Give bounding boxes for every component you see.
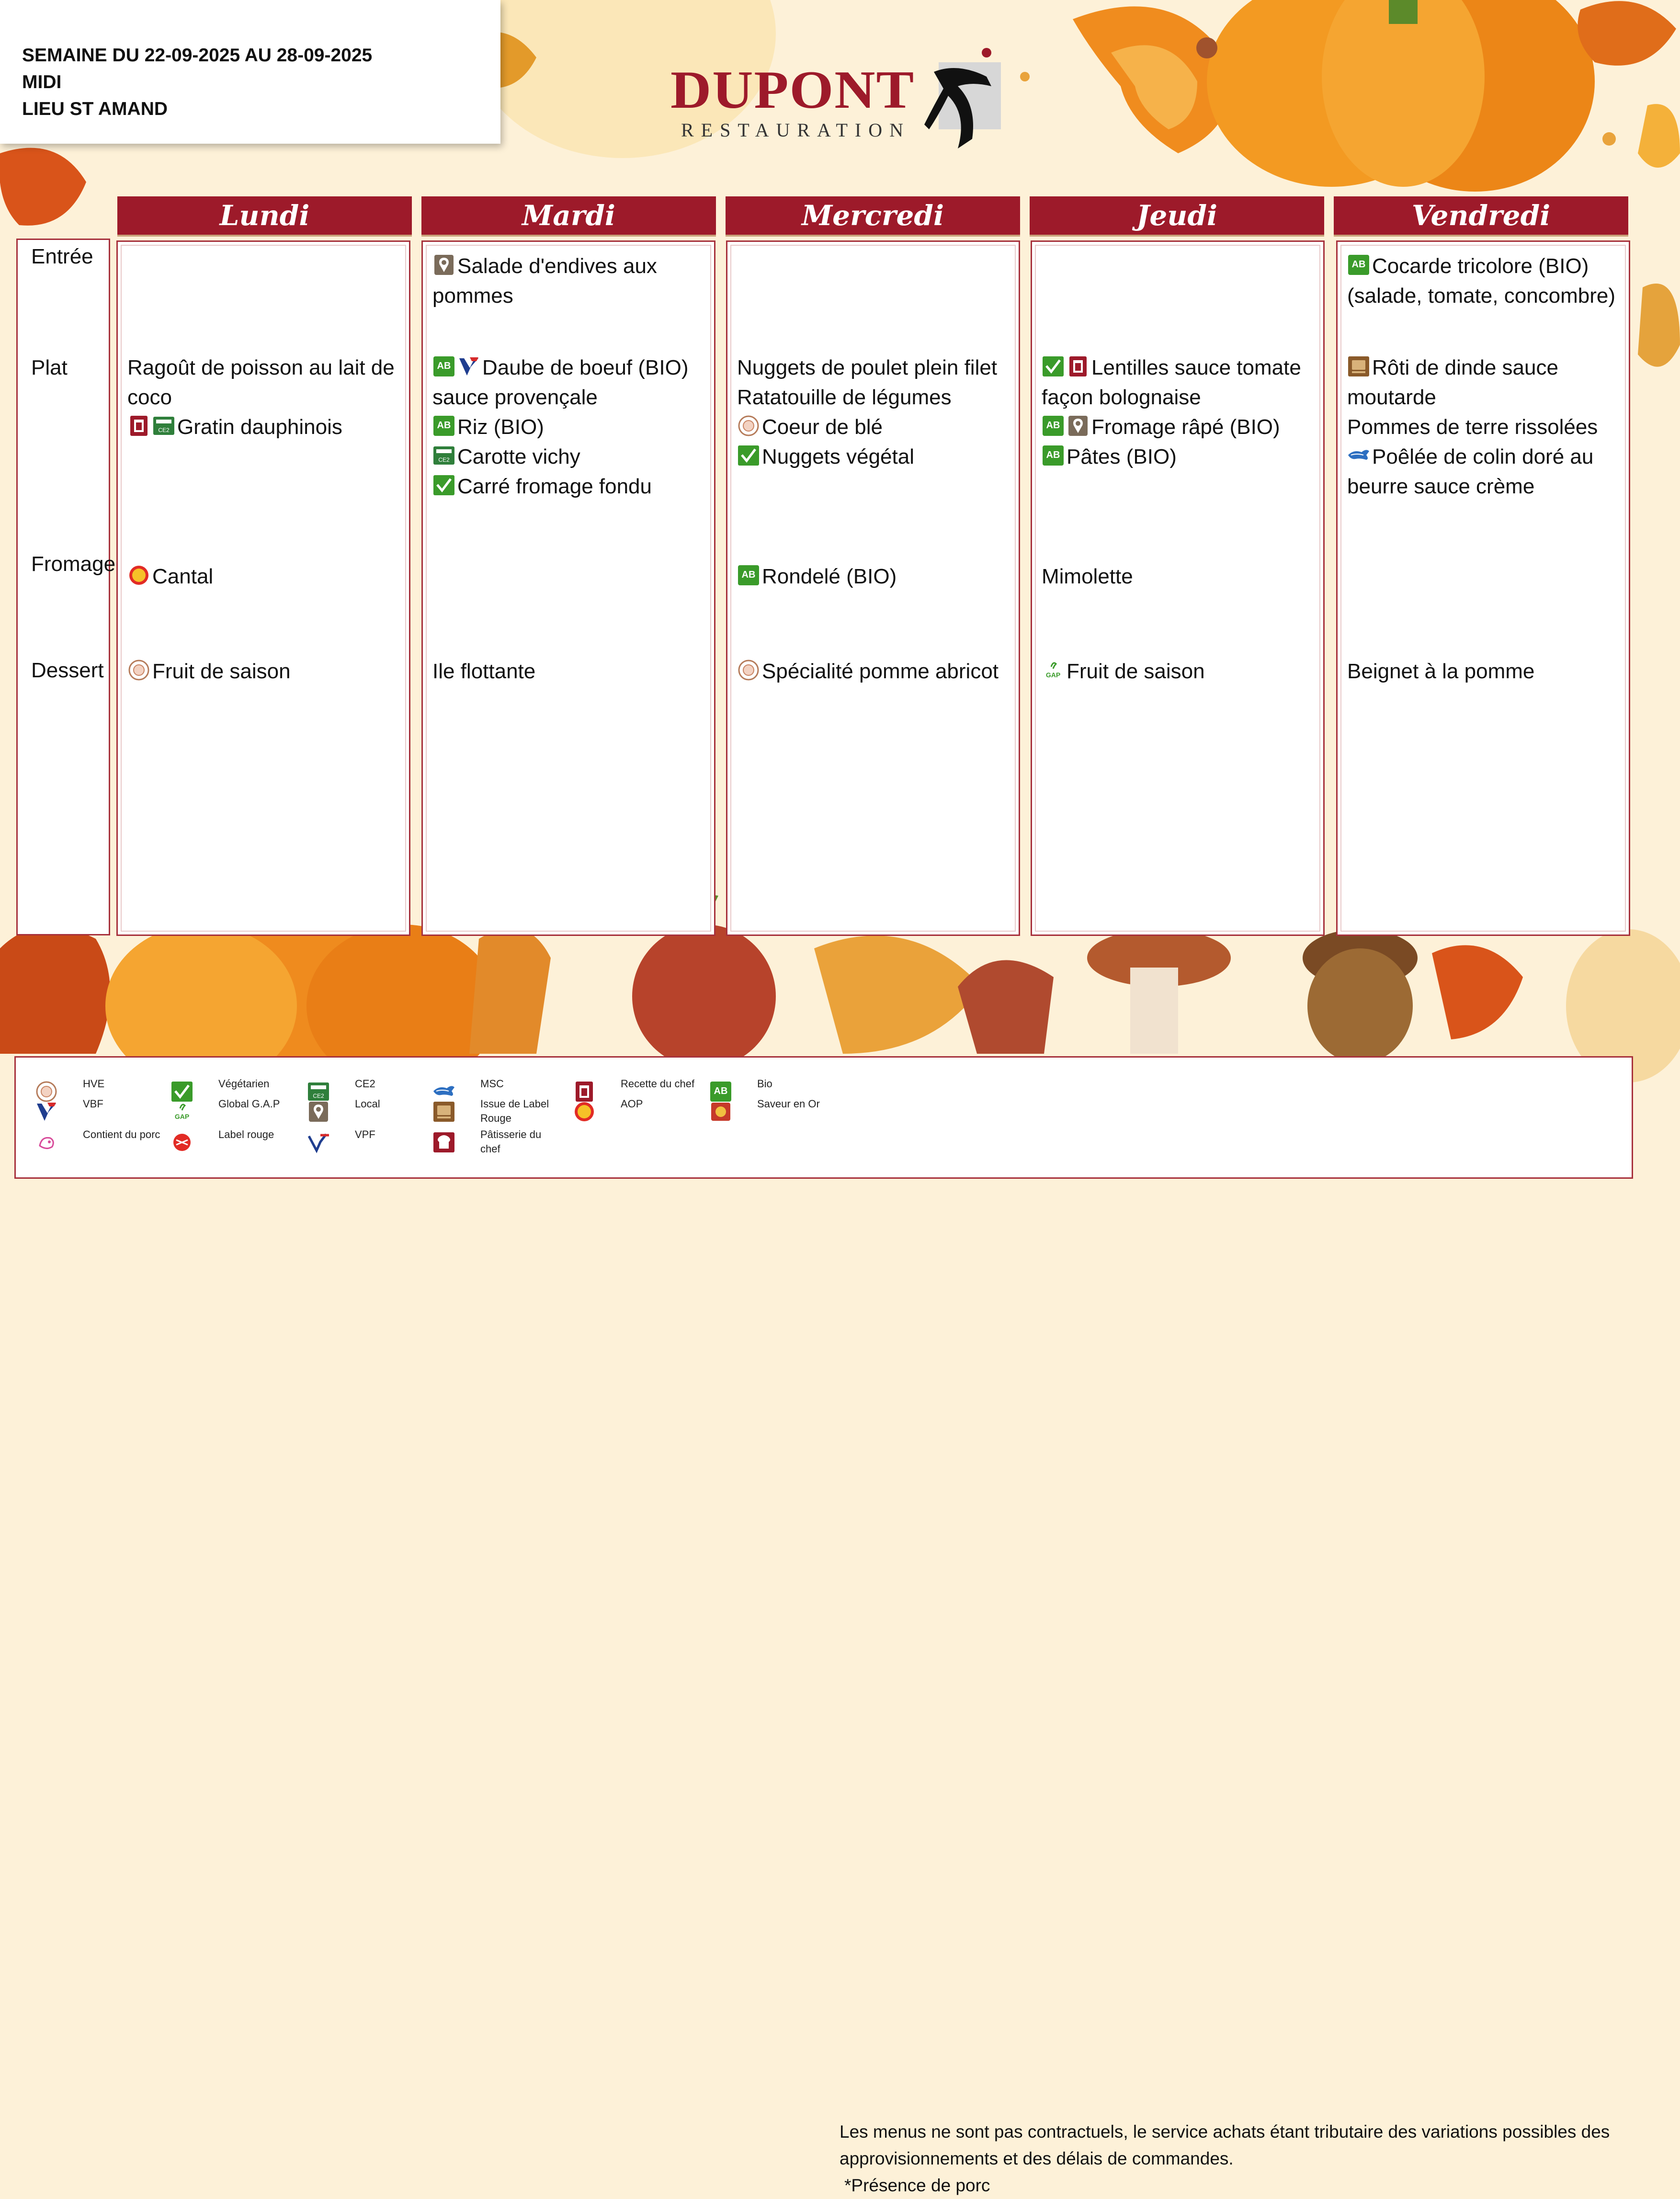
dish-name: Rôti de dinde sauce — [1372, 356, 1558, 379]
legend-icon — [35, 1081, 54, 1100]
svg-text:GAP: GAP — [174, 1113, 190, 1120]
legend-icon — [709, 1101, 728, 1120]
day-header-mardi: Mardi — [421, 196, 716, 235]
dish-name: Mimolette — [1042, 565, 1133, 588]
ce2-icon — [152, 415, 175, 437]
bio-icon — [432, 355, 455, 377]
menu-item-line — [737, 657, 1016, 686]
menu-item-line — [737, 412, 1016, 442]
menu-item-line — [1347, 281, 1626, 311]
dish-name: Rondelé (BIO) — [762, 565, 897, 588]
menu-item-line — [432, 251, 711, 281]
svg-text:AB: AB — [437, 361, 451, 371]
menu-item-line — [432, 281, 711, 311]
svg-text:CE2: CE2 — [158, 427, 170, 433]
menu-dessert — [1042, 657, 1320, 686]
bio-icon — [1042, 415, 1065, 437]
label-rouge-icon — [170, 1131, 193, 1153]
menu-item-line — [127, 412, 406, 442]
dish-name: Carré fromage fondu — [457, 475, 652, 498]
legend-label: VBF — [83, 1098, 103, 1110]
menu-entree — [432, 251, 711, 311]
dish-name: Spécialité pomme abricot — [762, 660, 999, 683]
dish-name: Daube de boeuf (BIO) — [482, 356, 689, 379]
menu-item-line — [432, 412, 711, 442]
menu-item-line — [432, 472, 711, 501]
menu-item-line — [1347, 442, 1626, 472]
legend-label: Contient du porc — [83, 1128, 160, 1140]
menu-item-line — [1042, 412, 1320, 442]
dupont-logo — [670, 43, 1006, 153]
dish-name: moutarde — [1347, 386, 1436, 409]
hve-icon — [737, 659, 760, 681]
svg-text:AB: AB — [1351, 259, 1366, 270]
svg-text:CE2: CE2 — [313, 1093, 324, 1099]
dish-name: Gratin dauphinois — [177, 415, 342, 439]
legend-label: Global G.A.P — [218, 1098, 280, 1110]
dish-name: Coeur de blé — [762, 415, 883, 439]
vegetarian-icon — [737, 444, 760, 467]
menu-item-line — [1042, 383, 1320, 412]
aop-icon — [573, 1101, 596, 1123]
porc-icon — [35, 1131, 58, 1153]
day-column-jeudi — [1031, 240, 1325, 936]
vbf-icon — [35, 1101, 58, 1123]
hve-icon — [127, 659, 150, 681]
disclaimer — [840, 2119, 1635, 2199]
dish-name: Fromage râpé (BIO) — [1091, 415, 1280, 439]
dish-name: Riz (BIO) — [457, 415, 544, 439]
menu-item-line — [127, 562, 406, 592]
legend-label: Pâtisserie du chef — [480, 1128, 542, 1155]
bio-icon — [737, 564, 760, 586]
vegetarian-icon — [170, 1081, 193, 1103]
menu-item-line — [1347, 472, 1626, 501]
dish-name: Salade d'endives aux — [457, 254, 657, 278]
location: LIEU ST AMAND — [22, 99, 168, 119]
menu-dessert — [127, 657, 406, 686]
menu-fromage — [737, 562, 1016, 592]
legend-icon — [432, 1101, 452, 1120]
row-label-fromage: Fromage — [31, 552, 116, 576]
legend-label: Label rouge — [218, 1128, 274, 1140]
dish-name: façon bolognaise — [1042, 386, 1201, 409]
menu-item-line — [1347, 251, 1626, 281]
meal-service: MIDI — [22, 72, 62, 92]
legend-icon — [170, 1101, 190, 1120]
svg-text:AB: AB — [741, 570, 756, 580]
local-icon — [307, 1101, 330, 1123]
dish-name: Ile flottante — [432, 660, 536, 683]
day-column-vendredi — [1336, 240, 1630, 936]
dish-name: Pommes de terre rissolées — [1347, 415, 1598, 439]
menu-plat — [127, 353, 406, 442]
svg-text:AB: AB — [437, 420, 451, 431]
bio-icon — [432, 415, 455, 437]
legend-icon — [432, 1131, 452, 1151]
menu-info-box — [0, 0, 500, 144]
menu-item-line — [737, 562, 1016, 592]
legend-icon — [35, 1131, 54, 1151]
runner-logo-icon — [919, 43, 1006, 153]
ce2-icon — [307, 1081, 330, 1103]
legend-label: CE2 — [355, 1078, 375, 1090]
menu-entree — [1347, 251, 1626, 311]
day-column-mardi — [421, 240, 715, 936]
recette-chef-icon — [1067, 355, 1090, 377]
legend-label: Végétarien — [218, 1078, 270, 1090]
dish-name: Beignet à la pomme — [1347, 660, 1535, 683]
dish-name: (salade, tomate, concombre) — [1347, 284, 1616, 308]
legend-icon — [307, 1131, 326, 1151]
legend-icon — [573, 1081, 592, 1100]
row-label-entree: Entrée — [31, 245, 93, 268]
aop-icon — [127, 564, 150, 586]
logo-wordmark: DUPONT — [670, 60, 915, 120]
day-header-vendredi: Vendredi — [1334, 196, 1628, 235]
menu-dessert — [432, 657, 711, 686]
day-column-lundi — [116, 240, 410, 936]
week-range: SEMAINE DU 22-09-2025 AU 28-09-2025 — [22, 45, 373, 66]
legend-icon — [432, 1081, 452, 1100]
day-header-mercredi: Mercredi — [726, 196, 1020, 235]
day-column-mercredi — [726, 240, 1020, 936]
day-header-lundi: Lundi — [117, 196, 412, 235]
hve-icon — [35, 1081, 58, 1103]
menu-item-line — [127, 657, 406, 686]
menu-item-line — [432, 383, 711, 412]
legend-label: Issue de Label Rouge — [480, 1098, 549, 1124]
menu-plat — [737, 353, 1016, 472]
global-gap-icon — [170, 1101, 193, 1123]
dish-name: Ratatouille de légumes — [737, 386, 952, 409]
menu-item-line — [737, 442, 1016, 472]
menu-plat — [1347, 353, 1626, 501]
dish-name: Fruit de saison — [1067, 660, 1205, 683]
legend-label: VPF — [355, 1128, 375, 1140]
menu-fromage — [127, 562, 406, 592]
menu-item-line — [737, 383, 1016, 412]
label-rouge-issue-icon — [432, 1101, 455, 1123]
msc-icon — [1347, 444, 1370, 467]
legend-icon — [170, 1081, 190, 1100]
dish-name: beurre sauce crème — [1347, 475, 1535, 498]
legend-icon — [35, 1101, 54, 1120]
row-labels — [16, 239, 116, 935]
svg-text:CE2: CE2 — [438, 456, 450, 463]
menu-item-line — [1347, 353, 1626, 383]
legend-label: Local — [355, 1098, 380, 1110]
menu-plat — [432, 353, 711, 501]
recette-chef-icon — [573, 1081, 596, 1103]
dish-name: Cocarde tricolore (BIO) — [1372, 254, 1589, 278]
vpf-icon — [307, 1131, 330, 1153]
legend-label: Saveur en Or — [757, 1098, 820, 1110]
menu-item-line — [127, 383, 406, 412]
menu-item-line — [432, 657, 711, 686]
svg-text:AB: AB — [1046, 420, 1060, 431]
svg-text:AB: AB — [1046, 450, 1060, 460]
menu-dessert — [1347, 657, 1626, 686]
svg-text:AB: AB — [714, 1086, 728, 1096]
pumpkin-icon — [1207, 0, 1595, 192]
bio-icon — [1347, 254, 1370, 276]
dish-name: pommes — [432, 284, 513, 308]
menu-item-line — [1042, 353, 1320, 383]
dish-name: Cantal — [152, 565, 214, 588]
row-label-dessert: Dessert — [31, 659, 104, 682]
disclaimer-note: *Présence de porc — [844, 2176, 990, 2195]
legend-label: MSC — [480, 1078, 504, 1090]
bio-icon — [1042, 444, 1065, 467]
menu-item-line — [1347, 412, 1626, 442]
legend-panel — [14, 1056, 1633, 2195]
menu-item-line — [432, 442, 711, 472]
global-gap-icon — [1042, 659, 1065, 681]
vegetarian-icon — [432, 474, 455, 496]
legend-icon — [709, 1081, 728, 1100]
logo-subtitle: RESTAURATION — [681, 119, 911, 141]
menu-item-line — [737, 353, 1016, 383]
legend-label: Bio — [757, 1078, 772, 1090]
dish-name: Nuggets de poulet plein filet — [737, 356, 998, 379]
legend-label: HVE — [83, 1078, 105, 1090]
legend-icon — [307, 1101, 326, 1120]
dish-name: Pâtes (BIO) — [1067, 445, 1177, 468]
svg-text:GAP: GAP — [1045, 671, 1061, 679]
patisserie-chef-icon — [432, 1131, 455, 1153]
recette-chef-icon — [127, 415, 150, 437]
menu-item-line — [432, 353, 711, 383]
menu-item-line — [1042, 657, 1320, 686]
local-icon — [1067, 415, 1090, 437]
row-label-plat: Plat — [31, 356, 68, 379]
msc-icon — [432, 1081, 455, 1103]
saveur-or-icon — [709, 1101, 732, 1123]
dish-name: Poêlée de colin doré au — [1372, 445, 1594, 468]
hve-icon — [737, 415, 760, 437]
legend-icon — [170, 1131, 190, 1151]
menu-item-line — [1042, 562, 1320, 592]
legend-icon — [307, 1081, 326, 1100]
dish-name: coco — [127, 386, 172, 409]
bio-icon — [709, 1081, 732, 1103]
menu-fromage — [1042, 562, 1320, 592]
dish-name: Ragoût de poisson au lait de — [127, 356, 395, 379]
menu-item-line — [127, 353, 406, 383]
ce2-icon — [432, 444, 455, 467]
vegetarian-icon — [1042, 355, 1065, 377]
dish-name: Carotte vichy — [457, 445, 580, 468]
menu-item-line — [1347, 657, 1626, 686]
day-header-jeudi: Jeudi — [1030, 196, 1324, 235]
legend-label: Recette du chef — [621, 1078, 695, 1090]
dish-name: Nuggets végétal — [762, 445, 914, 468]
menu-plat — [1042, 353, 1320, 472]
dish-name: Fruit de saison — [152, 660, 291, 683]
dish-name: sauce provençale — [432, 386, 598, 409]
dish-name: Lentilles sauce tomate — [1091, 356, 1301, 379]
vbf-icon — [457, 355, 480, 377]
disclaimer-text: Les menus ne sont pas contractuels, le service achats étant tributaire des variations possibles des approvisionnements et des délais de commandes. — [840, 2122, 1610, 2168]
pumpkin-slice-icon — [1073, 6, 1230, 153]
legend-label: AOP — [621, 1098, 643, 1110]
local-icon — [432, 254, 455, 276]
menu-item-line — [1347, 383, 1626, 412]
menu-item-line — [1042, 442, 1320, 472]
menu-dessert — [737, 657, 1016, 686]
label-rouge-issue-icon — [1347, 355, 1370, 377]
legend-icon — [573, 1101, 592, 1120]
